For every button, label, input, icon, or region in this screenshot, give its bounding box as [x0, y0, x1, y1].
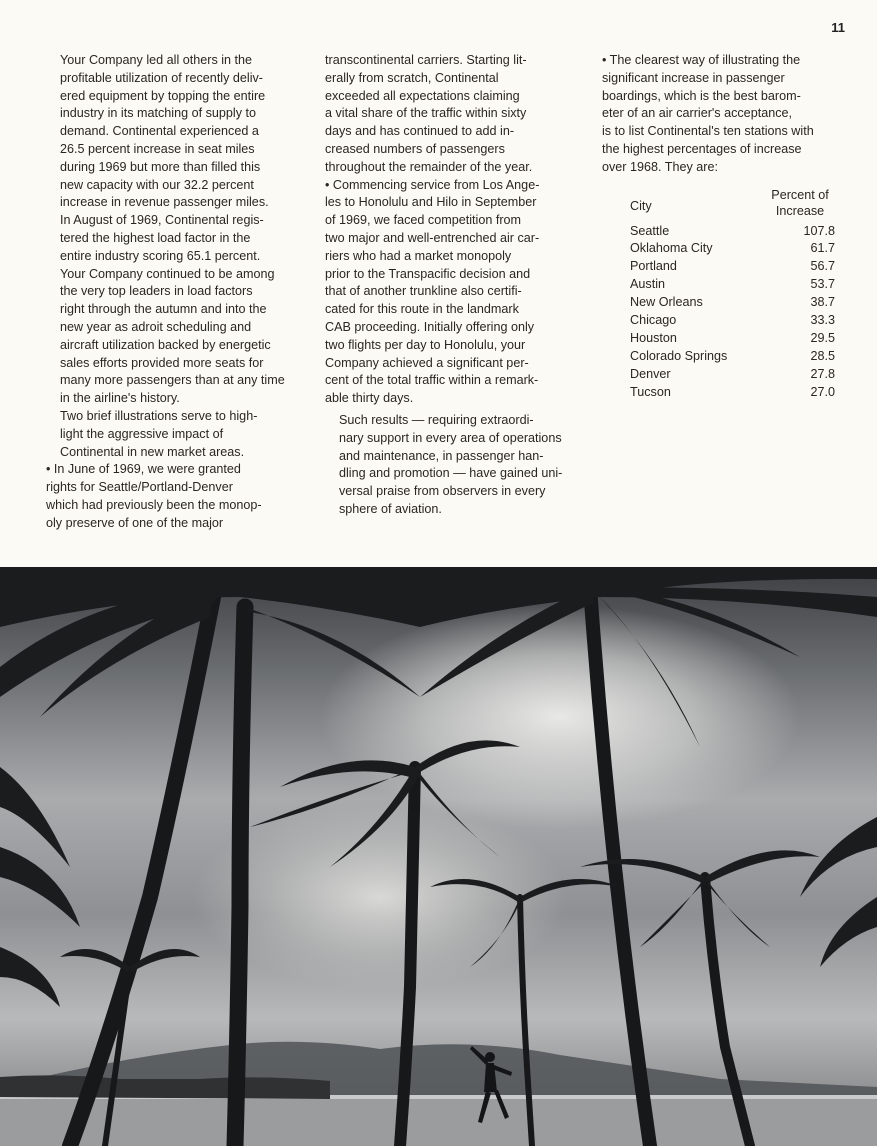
text-line: dling and promotion — have gained uni-	[339, 466, 563, 481]
city-cell: Houston	[630, 330, 677, 345]
text-line: versal praise from observers in every	[339, 484, 546, 499]
text-line: sphere of aviation.	[339, 501, 442, 516]
table-row	[630, 348, 835, 366]
text-line: Such results — requiring extraordi-	[339, 412, 534, 427]
text-line: two flights per day to Honolulu, your	[325, 337, 526, 352]
paragraph	[602, 52, 842, 177]
text-line: of 1969, we faced competition from	[325, 213, 522, 228]
text-line: the highest percentages of increase	[602, 141, 802, 156]
text-line: ered equipment by topping the entire	[60, 88, 266, 103]
text-line: nary support in every area of operations	[339, 430, 562, 445]
paragraph	[46, 461, 294, 532]
text-line: 26.5 percent increase in seat miles	[60, 141, 255, 156]
text-line: over 1968. They are:	[602, 159, 718, 174]
text-line: is to list Continental's ten stations with	[602, 124, 814, 139]
text-line: and maintenance, in passenger han-	[339, 448, 544, 463]
city-cell: Denver	[630, 366, 671, 381]
text-line: les to Honolulu and Hilo in September	[325, 195, 537, 210]
value-cell: 38.7	[810, 295, 835, 310]
value-cell: 28.5	[810, 348, 835, 363]
text-line: able thirty days.	[325, 391, 414, 406]
city-cell: Austin	[630, 277, 666, 292]
palm-trees-beach-photo	[0, 567, 877, 1146]
table-row	[630, 330, 835, 348]
text-line: increase in revenue passenger miles.	[60, 195, 269, 210]
text-column-3	[602, 52, 842, 401]
text-line: new year as adroit scheduling and	[60, 319, 252, 334]
text-line: riers who had a market monopoly	[325, 248, 512, 263]
text-line: which had previously been the monop-	[46, 497, 262, 512]
text-line: In August of 1969, Continental regis-	[60, 213, 264, 228]
text-line: light the aggressive impact of	[60, 426, 224, 441]
value-cell: 27.8	[810, 366, 835, 381]
photo-silhouettes	[0, 567, 877, 1146]
value-cell: 27.0	[810, 384, 835, 399]
text-column-1	[46, 52, 294, 533]
column-header-city: City	[630, 198, 652, 213]
text-line: prior to the Transpacific decision and	[325, 266, 531, 281]
text-line: during 1969 but more than filled this	[60, 159, 261, 174]
text-line: CAB proceeding. Initially offering only	[325, 319, 535, 334]
city-cell: Colorado Springs	[630, 348, 728, 363]
paragraph	[46, 408, 294, 461]
table-row	[630, 240, 835, 258]
text-line: cent of the total traffic within a remark-	[325, 373, 539, 388]
text-line: Your Company led all others in the	[60, 53, 253, 67]
text-line: two major and well-entrenched air car-	[325, 230, 540, 245]
text-line: exceeded all expectations claiming	[325, 88, 520, 103]
text-line: many more passengers than at any time	[60, 373, 285, 388]
text-line: • In June of 1969, we were granted	[46, 462, 241, 477]
text-line: Your Company continued to be among	[60, 266, 275, 281]
text-line: industry in its matching of supply to	[60, 106, 256, 121]
value-cell: 29.5	[810, 330, 835, 345]
page-number: 11	[831, 20, 845, 35]
text-line: that of another trunkline also certifi-	[325, 284, 522, 299]
text-line: creased numbers of passengers	[325, 141, 505, 156]
text-line: Company achieved a significant per-	[325, 355, 529, 370]
text-line: new capacity with our 32.2 percent	[60, 177, 254, 192]
text-line: • The clearest way of illustrating the	[602, 53, 801, 67]
city-cell: Chicago	[630, 313, 677, 328]
text-line: the very top leaders in load factors	[60, 284, 253, 299]
text-column-2	[325, 52, 575, 519]
stations-increase-table	[630, 187, 835, 402]
text-line: entire industry scoring 65.1 percent.	[60, 248, 261, 263]
table-row	[630, 223, 835, 241]
text-line: cated for this route in the landmark	[325, 302, 519, 317]
paragraph	[46, 212, 294, 408]
text-line: rights for Seattle/Portland-Denver	[46, 480, 233, 495]
value-cell: 107.8	[803, 223, 835, 238]
paragraph	[325, 52, 575, 177]
text-line: demand. Continental experienced a	[60, 124, 259, 139]
table-row	[630, 276, 835, 294]
text-line: aircraft utilization backed by energetic	[60, 337, 271, 352]
text-line: eter of an air carrier's acceptance,	[602, 106, 793, 121]
value-cell: 61.7	[810, 241, 835, 256]
value-cell: 53.7	[810, 277, 835, 292]
text-line: oly preserve of one of the major	[46, 515, 224, 530]
header-line: Increase	[775, 203, 825, 218]
paragraph	[325, 177, 575, 408]
text-line: sales efforts provided more seats for	[60, 355, 264, 370]
text-line: • Commencing service from Los Ange-	[325, 177, 540, 192]
table-row	[630, 294, 835, 312]
city-cell: New Orleans	[630, 295, 703, 310]
city-cell: Seattle	[630, 223, 670, 238]
header-line: Percent of	[771, 187, 829, 202]
table-header	[630, 187, 835, 219]
text-line: boardings, which is the best barom-	[602, 88, 801, 103]
text-line: transcontinental carriers. Starting lit-	[325, 53, 527, 67]
text-line: Continental in new market areas.	[60, 444, 245, 459]
city-cell: Tucson	[630, 384, 671, 399]
text-line: a vital share of the traffic within sixty	[325, 106, 527, 121]
value-cell: 56.7	[810, 259, 835, 274]
text-line: significant increase in passenger	[602, 70, 785, 85]
paragraph	[46, 52, 294, 212]
city-cell: Oklahoma City	[630, 241, 713, 256]
text-line: right through the autumn and into the	[60, 302, 267, 317]
text-line: profitable utilization of recently deliv-	[60, 70, 264, 85]
text-line: erally from scratch, Continental	[325, 70, 499, 85]
text-line: Two brief illustrations serve to high-	[60, 408, 258, 423]
text-line: days and has continued to add in-	[325, 124, 515, 139]
text-line: tered the highest load factor in the	[60, 230, 251, 245]
text-line: throughout the remainder of the year.	[325, 159, 533, 174]
value-cell: 33.3	[810, 313, 835, 328]
paragraph	[325, 412, 575, 519]
city-cell: Portland	[630, 259, 677, 274]
table-row	[630, 366, 835, 384]
text-line: in the airline's history.	[60, 391, 180, 406]
table-row	[630, 258, 835, 276]
table-row	[630, 312, 835, 330]
table-row	[630, 384, 835, 402]
column-header-percent	[765, 187, 835, 219]
